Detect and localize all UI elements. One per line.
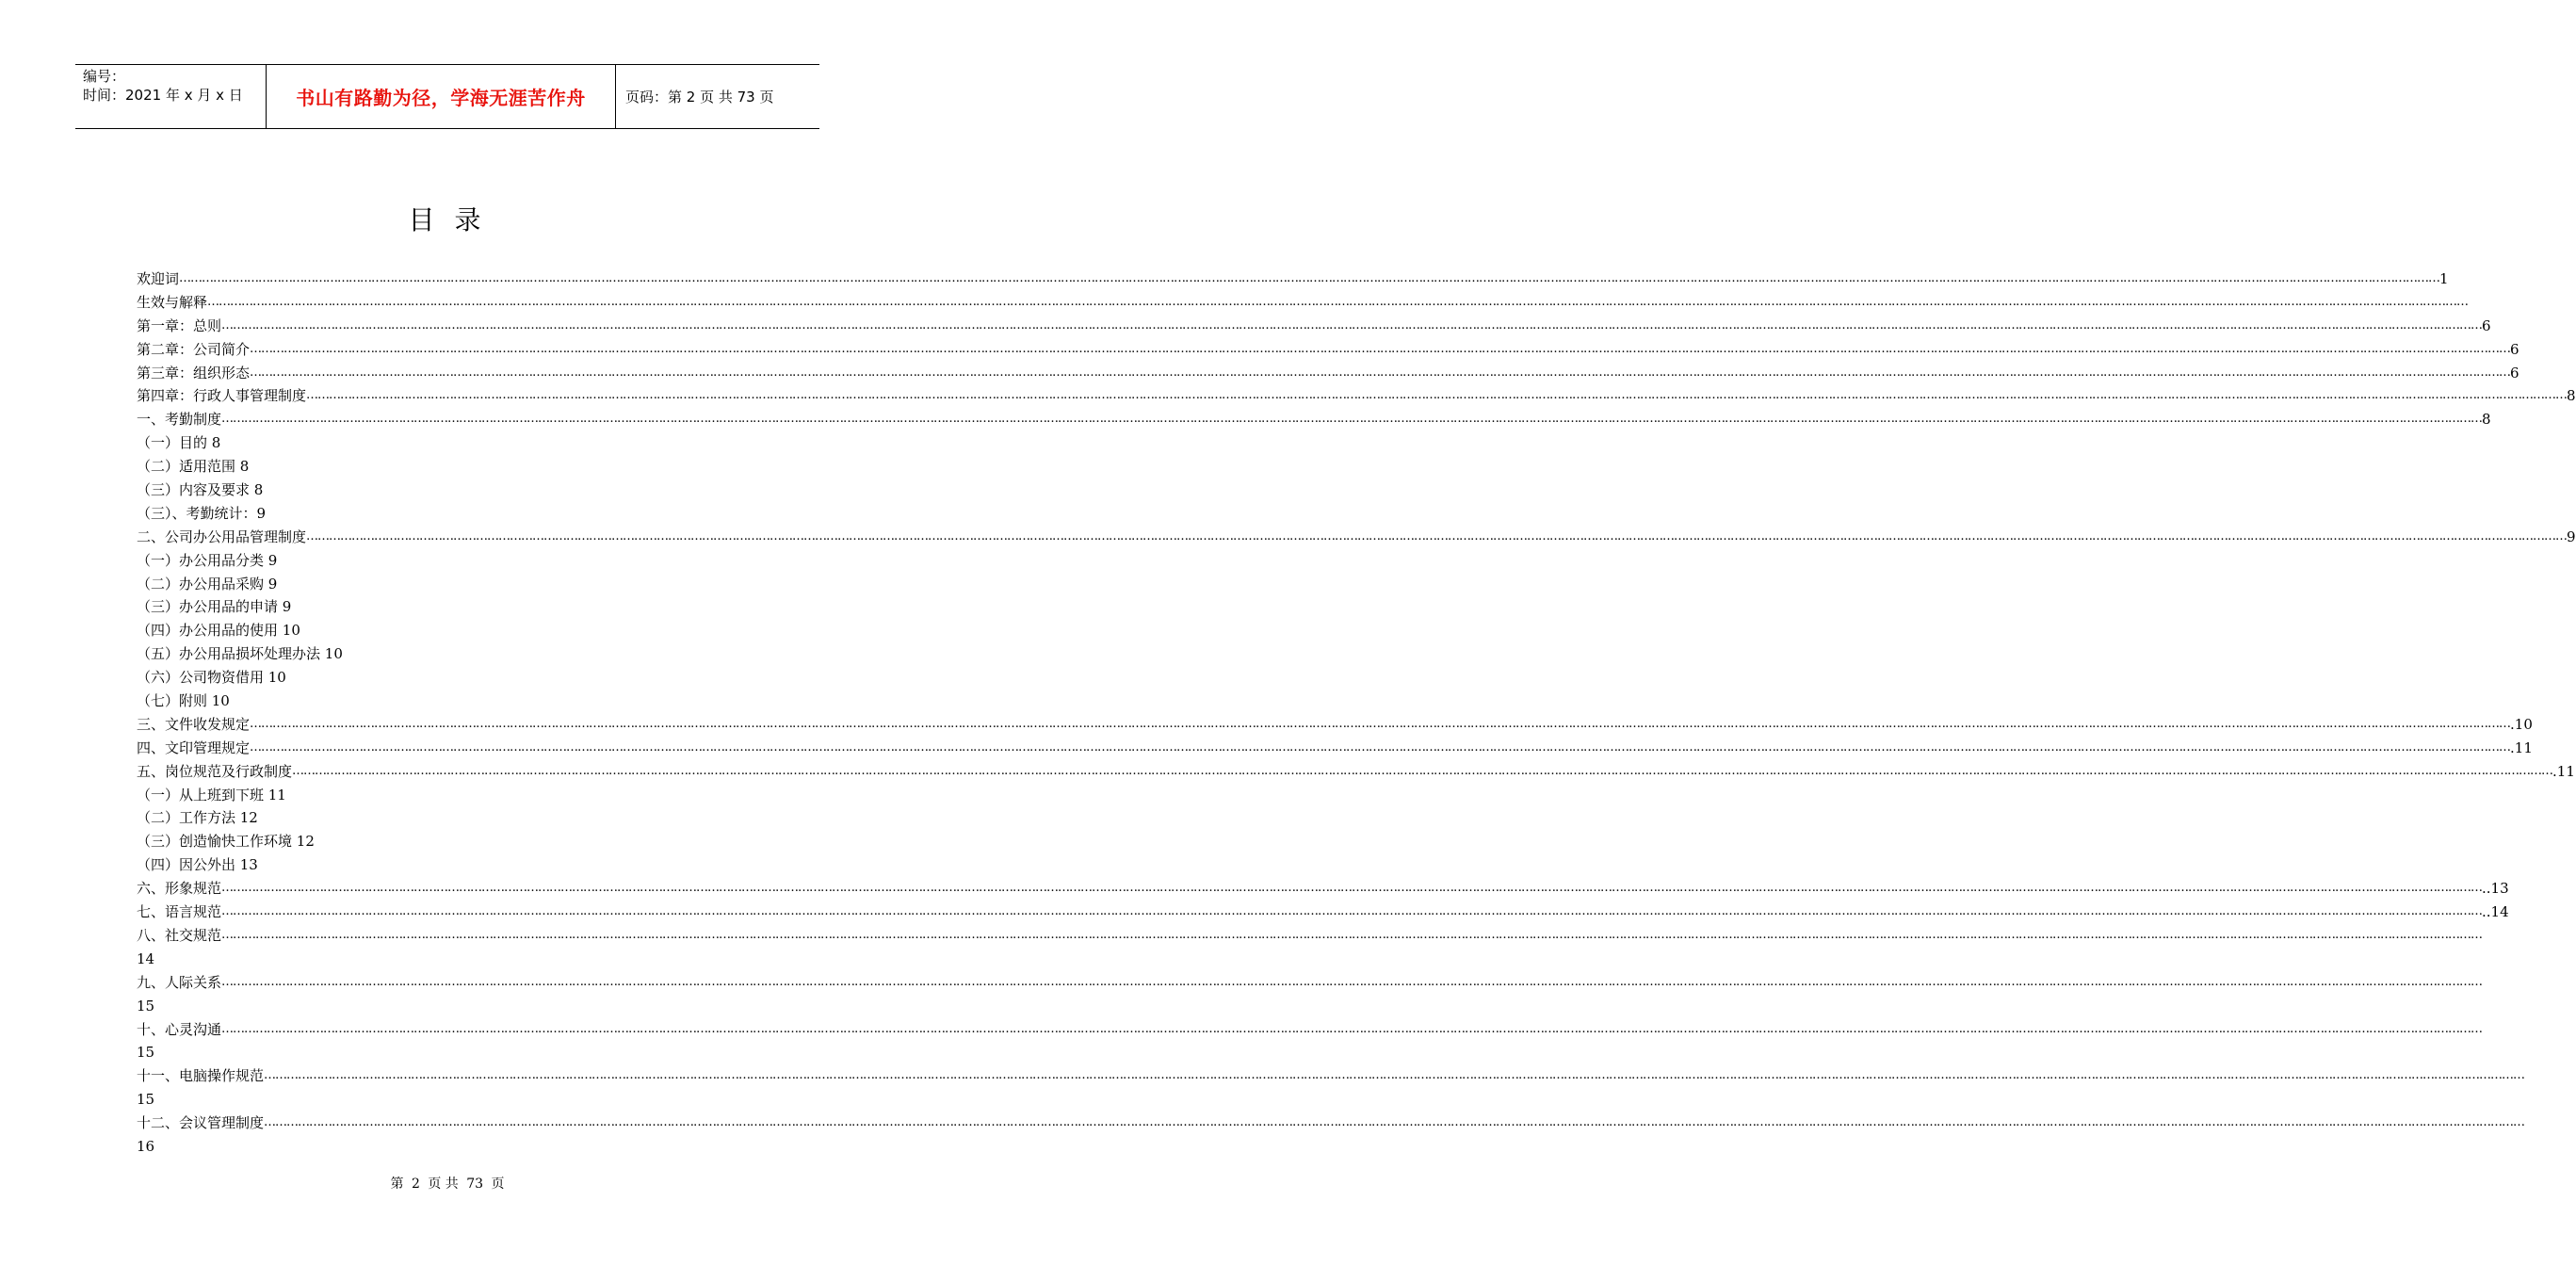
toc-leader-dots: …………………………………………………………………………………………………………………………………………………………………………………………………………………………………………………………………………………………………………………………………………………………………………………………………………………………………………………………………………………………………………………………………………………… <box>264 1115 2525 1130</box>
toc-leader-dots: …………………………………………………………………………………………………………………………………………………………………………………………………………………………………………………………………………………………………………………………………………………………………………………………………………………………………………………………………………………………………………………………………………………… <box>221 317 2483 333</box>
toc-entry[interactable] <box>137 431 768 455</box>
header-page-cell <box>616 65 819 128</box>
toc-leader-dots: …………………………………………………………………………………………………………………………………………………………………………………………………………………………………………………………………………………………………………………………………………………………………………………………………………………………………………………………………………………………………………………………………………………… <box>221 1021 2483 1036</box>
toc-entry[interactable] <box>137 948 768 971</box>
toc-leader-dots: …………………………………………………………………………………………………………………………………………………………………………………………………………………………………………………………………………………………………………………………………………………………………………………………………………………………………………………………………………………………………………………………………………………… <box>250 365 2511 380</box>
toc-entry[interactable] <box>137 690 768 713</box>
toc-entry[interactable] <box>137 642 768 666</box>
toc-entry[interactable] <box>137 362 2519 385</box>
toc-entry-label: （二）适用范围 8 <box>137 458 250 476</box>
toc-entry[interactable] <box>137 806 768 830</box>
toc-leader-dots: …………………………………………………………………………………………………………………………………………………………………………………………………………………………………………………………………………………………………………………………………………………………………………………………………………………………………………………………………………………………………………………………………………………… <box>179 271 2440 285</box>
toc-entry[interactable] <box>137 784 768 807</box>
toc-entry-label: （一）办公用品分类 9 <box>137 551 278 569</box>
toc-entry-label: 生效与解释 <box>137 293 208 311</box>
toc-entry[interactable] <box>137 853 768 877</box>
toc-entry[interactable] <box>137 408 2491 431</box>
toc-entry-label: （四）办公用品的使用 10 <box>137 622 300 640</box>
toc-entry-label: （五）办公用品损坏处理办法 10 <box>137 645 343 663</box>
toc-entry-page: 9 <box>2567 528 2576 545</box>
toc-entry-label: （二）工作方法 12 <box>137 809 258 827</box>
toc-entry[interactable] <box>137 830 768 853</box>
footer-mid: 页 共 <box>428 1177 459 1192</box>
toc-entry-label: 第二章：公司简介 <box>137 340 251 358</box>
toc-entry-label: 三、文件收发规定 <box>137 715 251 733</box>
toc-entry-label: 十一、电脑操作规范 <box>137 1067 265 1085</box>
toc-entry[interactable] <box>137 619 768 642</box>
toc-leader-dots: …………………………………………………………………………………………………………………………………………………………………………………………………………………………………………………………………………………………………………………………………………………………………………………………………………………………………………………………………………………………………………………………………………………… <box>250 716 2511 731</box>
toc-entry-page: 6 <box>2510 364 2519 381</box>
toc-entry[interactable] <box>137 268 2449 291</box>
toc-entry-label: 第一章：总则 <box>137 316 222 334</box>
toc-entry[interactable] <box>137 384 2576 408</box>
toc-leader-dots: …………………………………………………………………………………………………………………………………………………………………………………………………………………………………………………………………………………………………………………………………………………………………………………………………………………………………………………………………………………………………………………………………………………… <box>221 904 2483 919</box>
header-meta-cell <box>75 65 266 128</box>
toc-entry-page: 6 <box>2482 316 2491 334</box>
toc-entry[interactable] <box>137 502 768 526</box>
toc-leader-dots: …………………………………………………………………………………………………………………………………………………………………………………………………………………………………………………………………………………………………………………………………………………………………………………………………………………………………………………………………………………………………………………………………………………… <box>221 927 2483 942</box>
header-table <box>75 64 819 129</box>
toc-entry-label: （三）、考勤统计：9 <box>137 504 267 522</box>
toc-leader-dots: …………………………………………………………………………………………………………………………………………………………………………………………………………………………………………………………………………………………………………………………………………………………………………………………………………………………………………………………………………………………………………………………………………………… <box>306 388 2568 403</box>
toc-entry[interactable] <box>137 479 768 502</box>
toc-leader-dots: …………………………………………………………………………………………………………………………………………………………………………………………………………………………………………………………………………………………………………………………………………………………………………………………………………………………………………………………………………………………………………………………………………………… <box>292 763 2553 778</box>
toc-entry-label: （三）办公用品的申请 9 <box>137 598 292 616</box>
toc-entry[interactable] <box>137 549 768 573</box>
toc-entry-label: 六、形象规范 <box>137 880 222 898</box>
toc-entry[interactable] <box>137 995 768 1018</box>
page-footer <box>0 1174 895 1193</box>
toc-leader-dots: …………………………………………………………………………………………………………………………………………………………………………………………………………………………………………………………………………………………………………………………………………………………………………………………………………………………………………………………………………………………………………………………………………………… <box>221 974 2483 989</box>
toc-entry-page: 8 <box>2567 387 2576 405</box>
toc-entry-page: ..14 <box>2482 903 2509 921</box>
toc-entry[interactable] <box>137 971 2483 995</box>
footer-total-pages: 73 <box>466 1177 484 1192</box>
toc-entry[interactable] <box>137 924 2483 948</box>
toc-entry-label: 八、社交规范 <box>137 926 222 944</box>
toc-entry-label: 九、人际关系 <box>137 973 222 991</box>
toc-entry[interactable] <box>137 1135 768 1159</box>
toc-entry-label: 第四章：行政人事管理制度 <box>137 387 307 405</box>
toc-entry[interactable] <box>137 1018 2483 1042</box>
toc-entry[interactable] <box>137 315 2491 338</box>
header-page-info: 页码：第 2 页 共 73 页 <box>625 89 774 106</box>
toc-entry-label: （六）公司物资借用 10 <box>137 669 286 687</box>
toc-entry[interactable] <box>137 526 2576 549</box>
toc-entry-label: 一、考勤制度 <box>137 411 222 429</box>
toc-entry-label: 七、语言规范 <box>137 903 222 921</box>
toc-entry[interactable] <box>137 737 2533 760</box>
toc-entry[interactable] <box>137 291 2469 315</box>
toc-entry-label: 15 <box>137 1091 155 1109</box>
toc-entry[interactable] <box>137 901 2509 924</box>
toc-leader-dots: …………………………………………………………………………………………………………………………………………………………………………………………………………………………………………………………………………………………………………………………………………………………………………………………………………………………………………………………………………………………………………………………………………………… <box>221 412 2483 427</box>
document-code-label: 编号： <box>83 68 126 85</box>
header-motto-cell <box>266 65 616 128</box>
table-of-contents <box>137 268 2576 1159</box>
toc-entry[interactable] <box>137 760 2575 784</box>
toc-entry-page: .10 <box>2510 715 2533 733</box>
toc-entry-label: （二）办公用品采购 9 <box>137 575 278 592</box>
toc-leader-dots: …………………………………………………………………………………………………………………………………………………………………………………………………………………………………………………………………………………………………………………………………………………………………………………………………………………………………………………………………………………………………………………………………………………… <box>306 528 2568 544</box>
toc-entry[interactable] <box>137 1088 768 1112</box>
document-time-label: 时间：2021 年 x 月 x 日 <box>83 87 243 104</box>
footer-current-page: 2 <box>411 1177 420 1192</box>
toc-entry[interactable] <box>137 338 2519 362</box>
footer-suffix: 页 <box>491 1177 505 1192</box>
toc-leader-dots: …………………………………………………………………………………………………………………………………………………………………………………………………………………………………………………………………………………………………………………………………………………………………………………………………………………………………………………………………………………………………………………………………………………… <box>221 881 2483 896</box>
toc-entry[interactable] <box>137 1112 2525 1135</box>
toc-entry-label: 16 <box>137 1137 155 1155</box>
toc-entry-label: 四、文印管理规定 <box>137 738 251 756</box>
page-title: 目 录 <box>408 204 487 235</box>
toc-entry[interactable] <box>137 573 768 596</box>
header-motto: 书山有路勤为径，学海无涯苦作舟 <box>296 87 586 109</box>
toc-entry[interactable] <box>137 877 2509 901</box>
toc-entry-label: 二、公司办公用品管理制度 <box>137 528 307 545</box>
toc-leader-dots: …………………………………………………………………………………………………………………………………………………………………………………………………………………………………………………………………………………………………………………………………………………………………………………………………………………………………………………………………………………………………………………………………………………… <box>264 1068 2525 1083</box>
toc-leader-dots: …………………………………………………………………………………………………………………………………………………………………………………………………………………………………………………………………………………………………………………………………………………………………………………………………………………………………………………………………………………………………………………………………………………… <box>250 341 2511 356</box>
toc-entry-page: 1 <box>2439 270 2449 287</box>
toc-entry[interactable] <box>137 595 768 619</box>
toc-entry-page: ..13 <box>2482 880 2509 898</box>
toc-entry[interactable] <box>137 1041 768 1064</box>
toc-entry-label: 14 <box>137 950 155 967</box>
toc-entry[interactable] <box>137 666 768 690</box>
toc-leader-dots: …………………………………………………………………………………………………………………………………………………………………………………………………………………………………………………………………………………………………………………………………………………………………………………………………………………………………………………………………………………………………………………………………………………… <box>207 294 2469 309</box>
toc-entry-label: （四）因公外出 13 <box>137 856 258 874</box>
toc-entry[interactable] <box>137 1064 2525 1088</box>
toc-entry[interactable] <box>137 713 2533 737</box>
toc-entry-label: （一）从上班到下班 11 <box>137 786 286 803</box>
toc-entry-page: .11 <box>2552 762 2575 780</box>
toc-entry-label: 15 <box>137 1044 155 1062</box>
toc-entry[interactable] <box>137 455 768 479</box>
toc-entry-label: 15 <box>137 997 155 1014</box>
toc-entry-label: （三）创造愉快工作环境 12 <box>137 833 315 851</box>
footer-prefix: 第 <box>390 1177 404 1192</box>
toc-entry-label: 五、岗位规范及行政制度 <box>137 762 293 780</box>
toc-entry-label: （一）目的 8 <box>137 434 221 452</box>
toc-entry-page: .11 <box>2510 738 2533 756</box>
toc-entry-label: 欢迎词 <box>137 270 180 287</box>
toc-leader-dots: …………………………………………………………………………………………………………………………………………………………………………………………………………………………………………………………………………………………………………………………………………………………………………………………………………………………………………………………………………………………………………………………………………………… <box>250 739 2511 755</box>
toc-entry-label: 十二、会议管理制度 <box>137 1114 265 1132</box>
toc-entry-label: （七）附则 10 <box>137 692 230 710</box>
toc-entry-page: 8 <box>2482 411 2491 429</box>
toc-entry-label: 十、心灵沟通 <box>137 1020 222 1038</box>
toc-entry-label: 第三章：组织形态 <box>137 364 251 381</box>
toc-entry-label: （三）内容及要求 8 <box>137 481 264 499</box>
toc-entry-page: 6 <box>2510 340 2519 358</box>
